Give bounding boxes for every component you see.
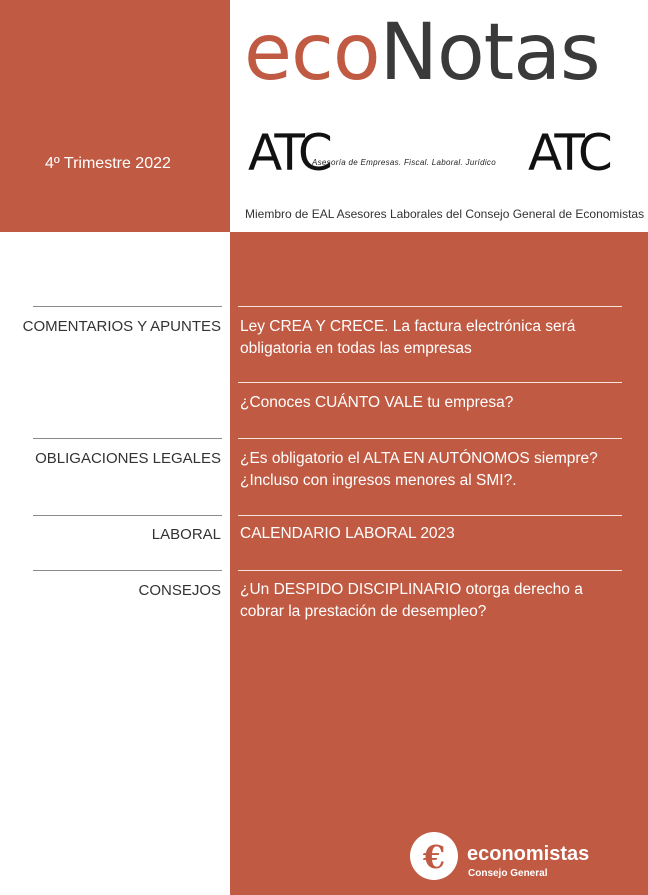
article-cuanto-vale[interactable]: ¿Conoces CUÁNTO VALE tu empresa?	[240, 394, 514, 411]
article-divider	[238, 382, 622, 383]
masthead-notas: Notas	[379, 8, 600, 98]
article-divider	[238, 570, 622, 571]
section-divider	[33, 515, 222, 516]
economistas-sub: Consejo General	[468, 868, 548, 879]
article-alta-autonomos[interactable]: ¿Es obligatorio el ALTA EN AUTÓNOMOS siempre? ¿Incluso con ingresos menores al SMI?.	[240, 450, 598, 489]
section-comentarios: COMENTARIOS Y APUNTES	[22, 318, 221, 335]
atc-logo-right: ATC	[528, 124, 609, 182]
economistas-logo-icon: €	[410, 832, 458, 880]
header-accent-panel	[0, 0, 230, 232]
section-divider	[33, 306, 222, 307]
section-divider	[33, 438, 222, 439]
member-line: Miembro de EAL Asesores Laborales del Consejo General de Economistas	[245, 207, 645, 221]
article-despido[interactable]: ¿Un DESPIDO DISCIPLINARIO otorga derecho a cobrar la prestación de desempleo?	[240, 581, 583, 620]
article-calendario[interactable]: CALENDARIO LABORAL 2023	[240, 525, 455, 542]
section-divider	[33, 570, 222, 571]
masthead-title	[244, 8, 600, 98]
article-divider	[238, 515, 622, 516]
masthead-eco: eco	[244, 8, 380, 98]
article-divider	[238, 306, 622, 307]
atc-logo-left: ATC	[248, 124, 329, 182]
article-factura-electronica[interactable]: Ley CREA Y CRECE. La factura electrónica será obligatoria en todas las empresas	[240, 318, 576, 357]
article-divider	[238, 438, 622, 439]
economistas-name: economistas	[467, 843, 590, 865]
section-consejos: CONSEJOS	[138, 582, 221, 599]
issue-date: 4º Trimestre 2022	[45, 155, 171, 172]
section-laboral: LABORAL	[151, 526, 221, 543]
atc-tagline: Asesoría de Empresas. Fiscal. Laboral. Jurídico	[312, 158, 496, 167]
section-obligaciones: OBLIGACIONES LEGALES	[35, 450, 221, 467]
